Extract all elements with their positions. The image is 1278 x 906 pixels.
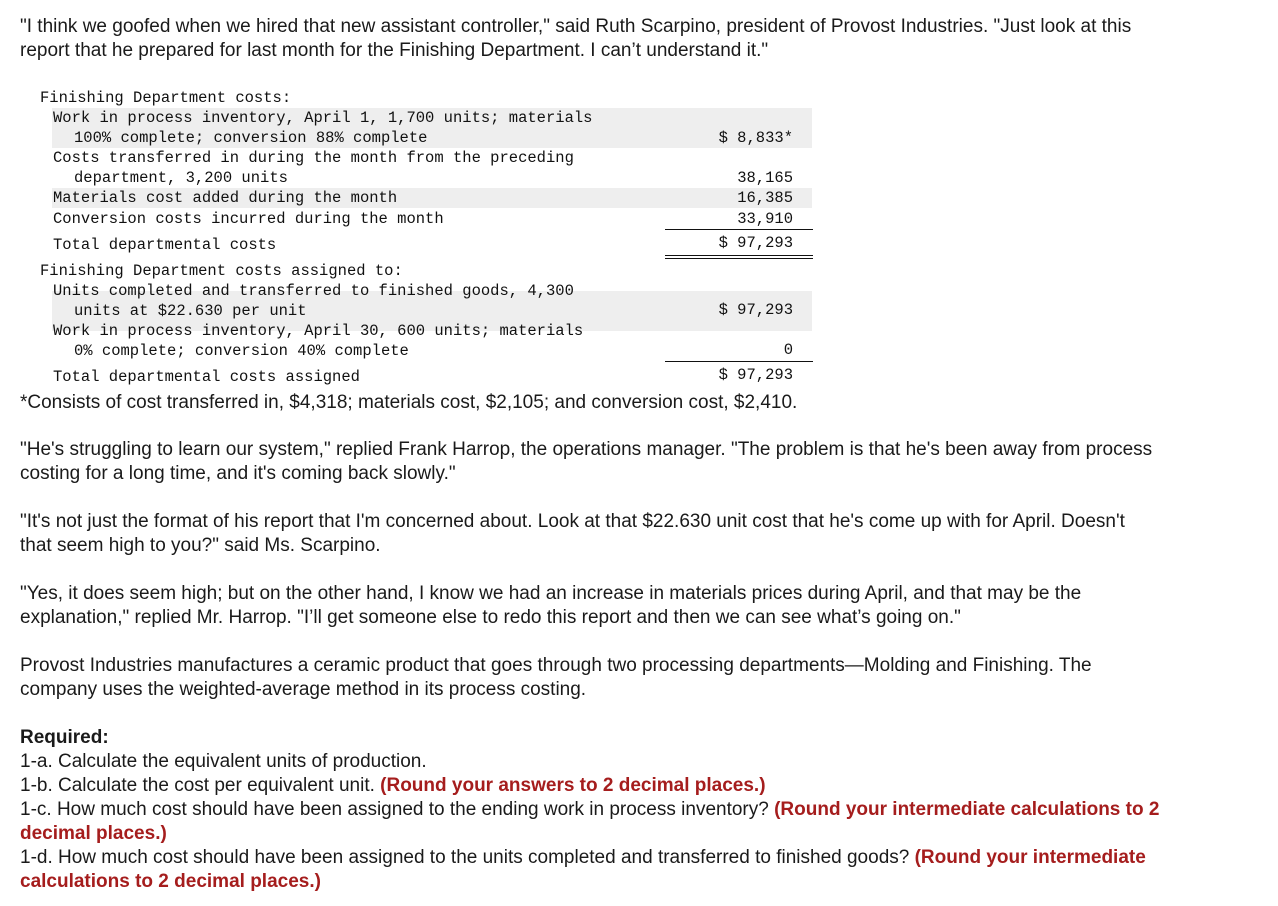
wip-end-amount: 0 bbox=[783, 341, 793, 359]
intro-line-2: report that he prepared for last month for the Finishing Department. I can’t understand it." bbox=[20, 40, 769, 61]
requirement-1d-note-2: calculations to 2 decimal places.) bbox=[20, 871, 321, 892]
subtotal-rule bbox=[665, 229, 813, 230]
completed-label-2: units at $22.630 per unit bbox=[74, 302, 307, 320]
requirement-1b bbox=[20, 774, 1272, 798]
materials-amount: 16,385 bbox=[737, 189, 793, 207]
p2-line-1: "He's struggling to learn our system," replied Frank Harrop, the operations manager. "The problem is that he's been away from process bbox=[20, 439, 1153, 460]
materials-label: Materials cost added during the month bbox=[53, 189, 398, 207]
completed-label-1: Units completed and transferred to finished goods, 4,300 bbox=[53, 282, 574, 300]
requirement-1d-text: 1-d. How much cost should have been assigned to the units completed and transferred to finished goods? bbox=[20, 847, 915, 868]
requirement-1a: 1-a. Calculate the equivalent units of production. bbox=[20, 751, 427, 772]
requirement-1c bbox=[20, 798, 1272, 822]
wip-end-label-1: Work in process inventory, April 30, 600 units; materials bbox=[53, 322, 584, 340]
harrop-answer-paragraph bbox=[20, 582, 1272, 630]
total-assigned-label: Total departmental costs assigned bbox=[53, 368, 360, 386]
wip-begin-amount: $ 8,833* bbox=[718, 129, 793, 147]
finishing-department-report bbox=[40, 86, 820, 391]
requirement-1c-note-2: decimal places.) bbox=[20, 823, 167, 844]
total-costs-amount: $ 97,293 bbox=[718, 234, 793, 252]
requirement-1d-note: (Round your intermediate bbox=[914, 847, 1146, 868]
required-heading: Required: bbox=[20, 727, 109, 748]
conversion-amount: 33,910 bbox=[737, 210, 793, 228]
footnote bbox=[20, 391, 1272, 415]
p5-line-2: company uses the weighted-average method in its process costing. bbox=[20, 679, 587, 700]
scarpino-question-paragraph bbox=[20, 510, 1272, 558]
conversion-label: Conversion costs incurred during the month bbox=[53, 210, 444, 228]
footnote-text: *Consists of cost transferred in, $4,318; materials cost, $2,105; and conversion cost, $2,410. bbox=[20, 392, 798, 413]
requirement-1c-note: (Round your intermediate calculations to 2 bbox=[774, 799, 1160, 820]
report-heading-assigned: Finishing Department costs assigned to: bbox=[40, 262, 403, 280]
total-costs-label: Total departmental costs bbox=[53, 236, 277, 254]
p4-line-1: "Yes, it does seem high; but on the other hand, I know we had an increase in materials prices during April, and that may be the bbox=[20, 583, 1082, 604]
completed-amount: $ 97,293 bbox=[718, 301, 793, 319]
intro-line-1: "I think we goofed when we hired that new assistant controller," said Ruth Scarpino, president of Provost Industries. "Just look at this bbox=[20, 16, 1132, 37]
requirement-1b-text: 1-b. Calculate the cost per equivalent unit. bbox=[20, 775, 381, 796]
requirement-1d bbox=[20, 846, 1272, 870]
transferred-in-label-1: Costs transferred in during the month from the preceding bbox=[53, 149, 574, 167]
p5-line-1: Provost Industries manufactures a ceramic product that goes through two processing departments—Molding and Finishing. The bbox=[20, 655, 1092, 676]
wip-begin-label-1: Work in process inventory, April 1, 1,700 units; materials bbox=[53, 109, 593, 127]
total-assigned-amount: $ 97,293 bbox=[718, 366, 793, 384]
company-description-paragraph bbox=[20, 654, 1272, 702]
transferred-in-label-2: department, 3,200 units bbox=[74, 169, 288, 187]
transferred-in-amount: 38,165 bbox=[737, 169, 793, 187]
p3-line-1: "It's not just the format of his report that I'm concerned about. Look at that $22.630 unit cost that he's come up with for April. Doesn't bbox=[20, 511, 1125, 532]
wip-begin-label-2: 100% complete; conversion 88% complete bbox=[74, 129, 428, 147]
total-double-rule bbox=[665, 255, 813, 259]
requirement-1b-note: (Round your answers to 2 decimal places.) bbox=[380, 775, 766, 796]
wip-end-label-2: 0% complete; conversion 40% complete bbox=[74, 342, 409, 360]
intro-paragraph bbox=[20, 15, 1272, 63]
assigned-rule bbox=[665, 361, 813, 362]
harrop-reply-paragraph bbox=[20, 438, 1272, 486]
p4-line-2: explanation," replied Mr. Harrop. "I’ll get someone else to redo this report and then we can see what’s going on." bbox=[20, 607, 961, 628]
required-section bbox=[20, 726, 1272, 894]
p2-line-2: costing for a long time, and it's coming back slowly." bbox=[20, 463, 456, 484]
requirement-1c-text: 1-c. How much cost should have been assigned to the ending work in process inventory? bbox=[20, 799, 775, 820]
report-heading-costs: Finishing Department costs: bbox=[40, 89, 292, 107]
p3-line-2: that seem high to you?" said Ms. Scarpino. bbox=[20, 535, 381, 556]
